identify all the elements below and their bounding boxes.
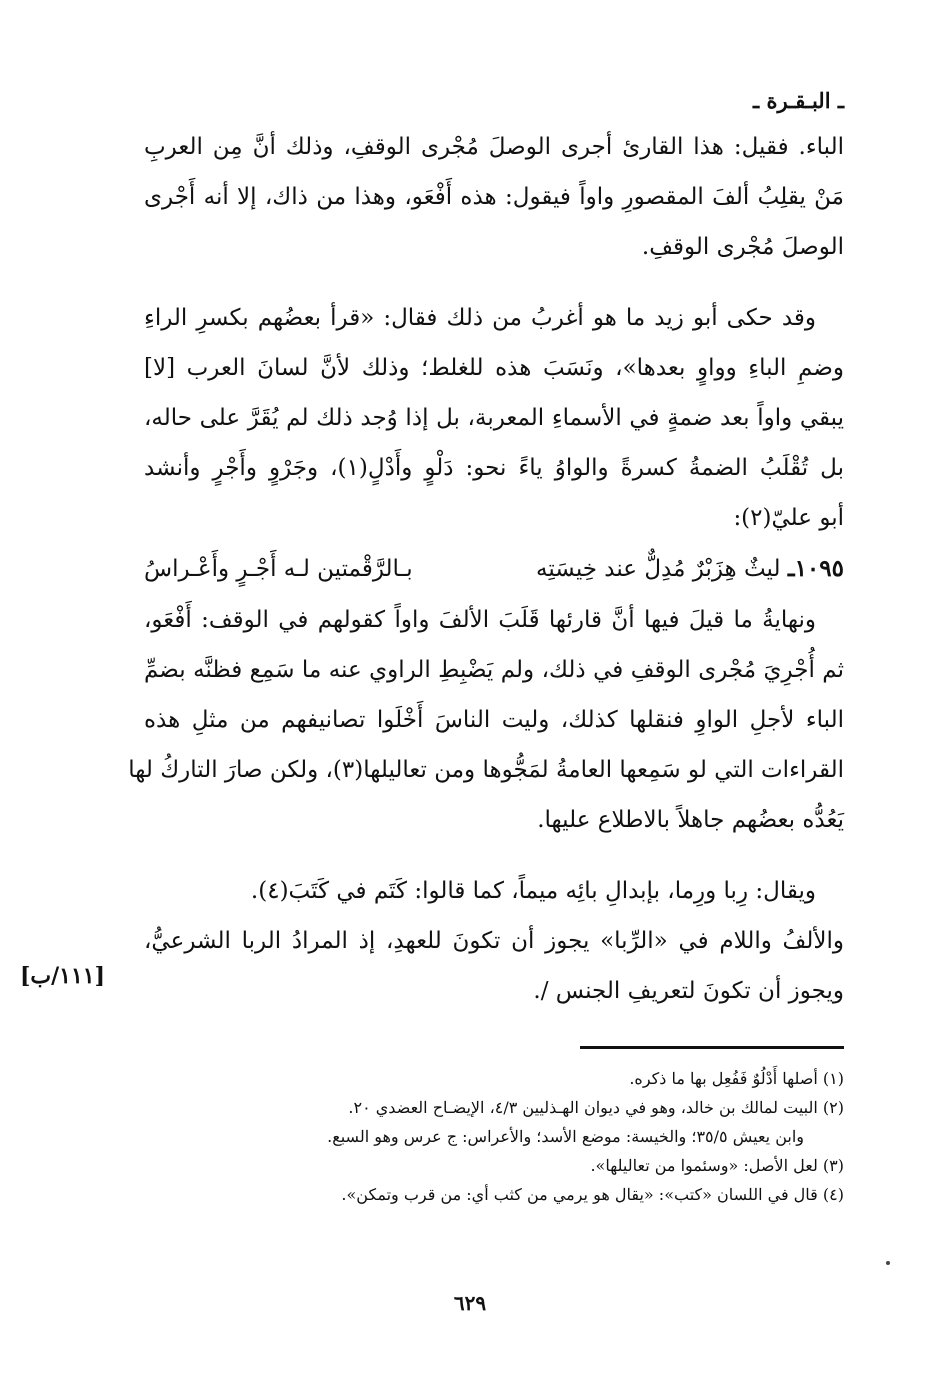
running-title: ـ البـقـرة ـ <box>752 88 844 113</box>
text-line: بل تُقْلَبُ الضمةُ كسرةً والواوُ ياءً نحو: دَلْوٍ وأَدْلٍ(١)، وجَرْوٍ وأَجْرٍ وأنشد <box>144 455 845 481</box>
page-number: ٦٢٩ <box>453 1291 487 1315</box>
folio-margin-note: [١١١/ب] <box>20 963 106 989</box>
verse-hemistich-1: ليثٌ هِزَبْرٌ مُدِلٌّ عند خِيسَتِه <box>536 556 781 582</box>
text-line: القراءات التي لو سَمِعها العامةُ لمَجُّوها ومن تعاليلها(٣)، ولكن صارَ التاركُ لها <box>128 757 844 783</box>
scan-speck <box>886 1261 890 1265</box>
text-line: وقد حكى أبو زيد ما هو أغربُ من ذلك فقال: «قرأ بعضُهم بكسرِ الراءِ <box>144 305 816 331</box>
verse-hemistich-2: بـالرَّقْمتين لـه أَجْـرٍ وأَعْـراسُ <box>144 556 413 582</box>
verse-number: ١٠٩٥ـ <box>787 555 844 582</box>
text-line: الوصلَ مُجْرى الوقفِ. <box>641 234 844 260</box>
text-line: والألفُ واللام في «الرِّبا» يجوز أن تكونَ للعهدِ، إذ المرادُ الربا الشرعيُّ، <box>144 928 844 954</box>
paragraph <box>144 122 844 272</box>
footnote: (١) أصلها أَدْلُوٌ فَفُعِل بها ما ذكره. <box>629 1069 844 1088</box>
footnote-continuation: وابن يعيش ٣٥/٥؛ والخيسة: موضع الأسد؛ والأعراس: ج عرس وهو السبع. <box>327 1127 804 1146</box>
text-line: ثم أُجْرِيَ مُجْرى الوقفِ في ذلك، ولم يَضْبِطِ الراوي عنه ما سَمِع فظنَّه بضمِّ <box>144 657 845 683</box>
paragraph <box>144 293 844 543</box>
verse-first-half <box>536 543 844 595</box>
text-line: الباء لأجلِ الواوِ فنقلها كذلك، وليت الناسَ أَخْلَوا تصانيفهم من مثلِ هذه <box>144 707 844 733</box>
footnote: (٢) البيت لمالك بن خالد، وهو في ديوان الهـذليين ٤/٣، الإيضـاح العضدي ٢٠. <box>348 1098 844 1117</box>
text-line: يَعُدُّه بعضُهم جاهلاً بالاطلاع عليها. <box>537 807 844 833</box>
footnote: (٣) لعل الأصل: «وسئموا من تعاليلها». <box>590 1156 844 1175</box>
footnote-separator <box>580 1046 844 1049</box>
main-text <box>128 122 845 1016</box>
text-line: الباء. فقيل: هذا القارئ أجرى الوصلَ مُجْرى الوقفِ، وذلك أنَّ مِن العربِ <box>144 134 844 160</box>
paragraph <box>144 866 844 1016</box>
text-line: ويقال: رِبا ورِما، بإبدالِ بائِه ميماً، كما قالوا: كَتَم في كَتَبَ(٤). <box>250 878 816 904</box>
text-line: أبو عليّ(٢): <box>733 505 844 531</box>
poetry-verse <box>144 543 844 595</box>
footnote: (٤) قال في اللسان «كتب»: «يقال هو يرمي من كثب أي: من قرب وتمكن». <box>341 1185 844 1204</box>
text-line: وضمِ الباءِ وواوٍ بعدها»، ونَسَبَ هذه للغلط؛ وذلك لأنَّ لسانَ العرب [لا] <box>144 355 844 381</box>
text-line: يبقي واواً بعد ضمةٍ في الأسماءِ المعربة، بل إذا وُجد ذلك لم يُقَرَّ على حاله، <box>144 405 844 431</box>
text-line: ونهايةُ ما قيلَ فيها أنَّ قارئها قَلَبَ الألفَ واواً كقولهم في الوقف: أَفْعَو، <box>144 607 816 633</box>
paragraph <box>128 595 845 845</box>
text-line: مَنْ يقلِبُ ألفَ المقصورِ واواً فيقول: هذه أَفْعَو، وهذا من ذاك، إلا أنه أَجْرى <box>144 184 844 210</box>
text-line: ويجوز أن تكونَ لتعريفِ الجنس /. <box>533 978 844 1004</box>
footnotes <box>144 1064 844 1209</box>
